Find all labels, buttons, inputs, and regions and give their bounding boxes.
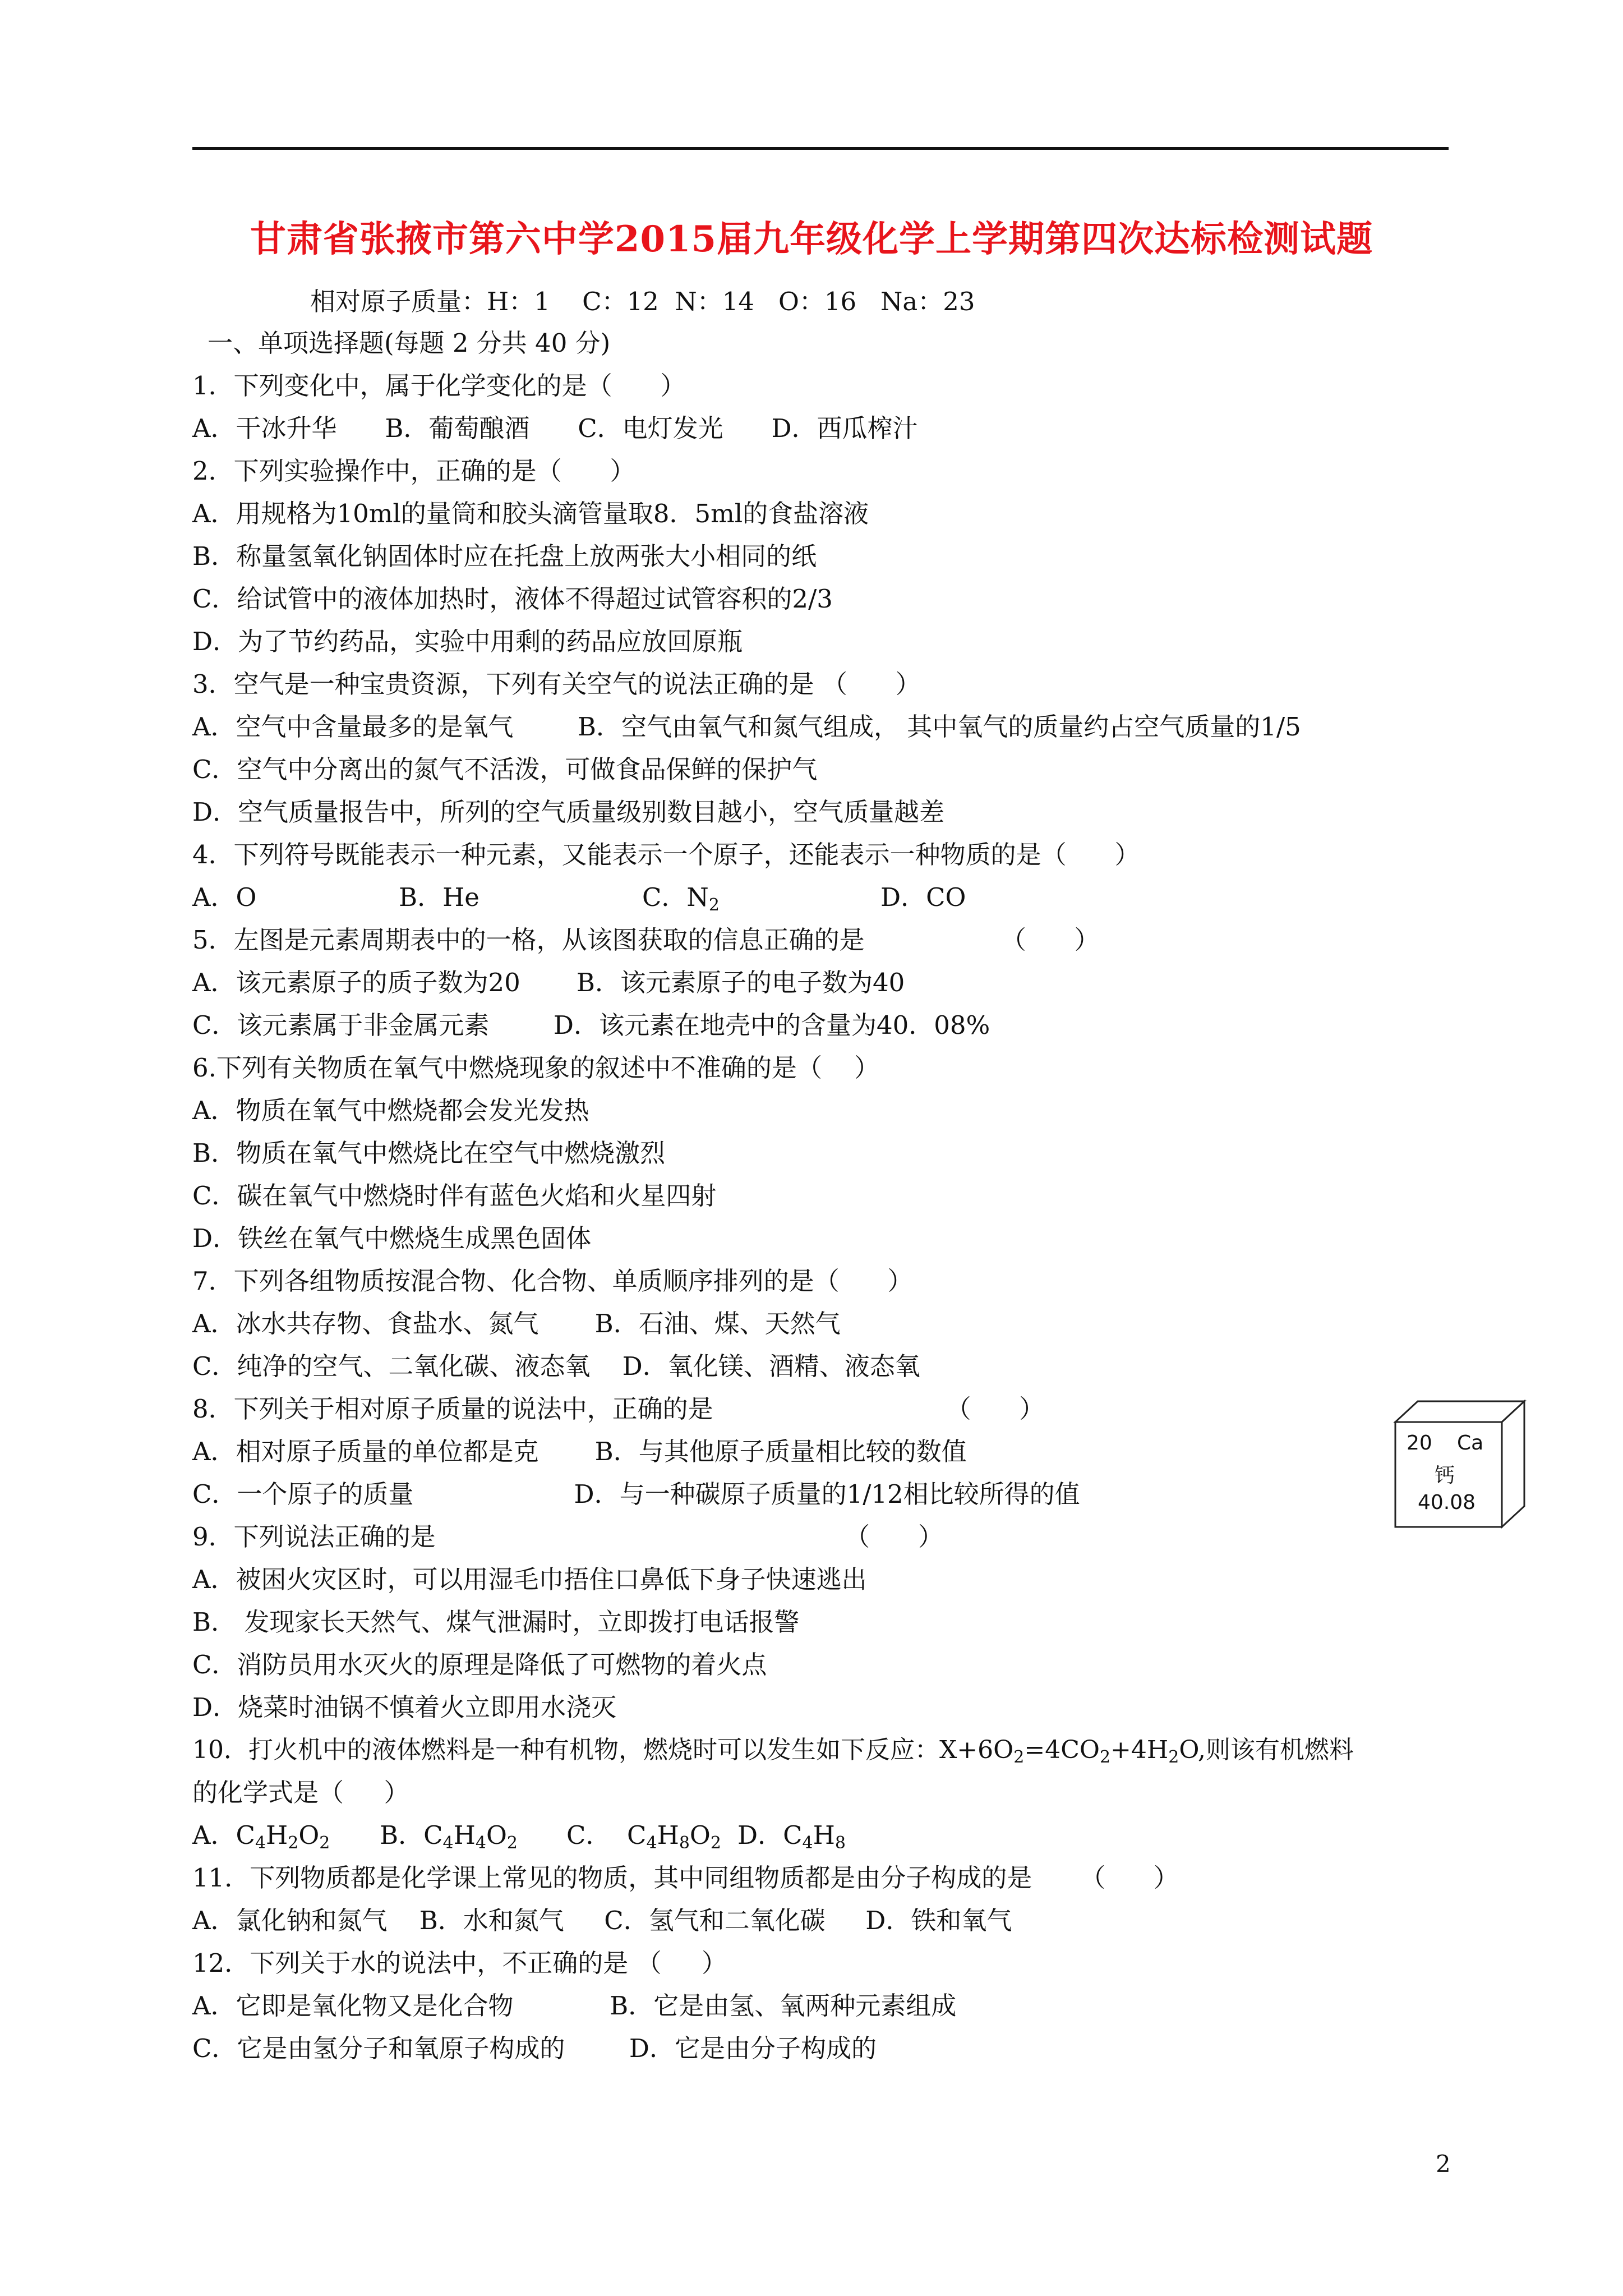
q3-stem: 3．空气是一种宝贵资源，下列有关空气的说法正确的是 （ ）	[192, 669, 921, 699]
q9-stem: 9．下列说法正确的是 （ ）	[192, 1522, 943, 1552]
q10-stem-line2: 的化学式是（ ）	[192, 1778, 409, 1807]
q9-option-b: B． 发现家长天然气、煤气泄漏时，立即拨打电话报警	[192, 1607, 800, 1637]
q10-option-b: B．$C_4H_4O_2$	[380, 1820, 518, 1853]
section-heading: 一、单项选择题(每题 2 分共 40 分)	[208, 328, 611, 358]
q11-stem: 11．下列物质都是化学课上常见的物质，其中同组物质都是由分子构成的是 （ ）	[192, 1863, 1179, 1893]
header-rule	[192, 147, 1449, 150]
q2-option-d: D．为了节约药品，实验中用剩的药品应放回原瓶	[192, 627, 743, 656]
q4-stem: 4．下列符号既能表示一种元素，又能表示一个原子，还能表示一种物质的是（ ）	[192, 840, 1140, 869]
q3-options-ab: A．空气中含量最多的是氧气 B．空气由氧气和氮气组成， 其中氧气的质量约占空气质量的1/5	[192, 712, 1301, 742]
q11-options: A．氯化钠和氮气 B．水和氮气 C．氢气和二氧化碳 D．铁和氧气	[192, 1906, 1012, 1935]
q5-stem: 5．左图是元素周期表中的一格，从该图获取的信息正确的是 （ ）	[192, 925, 1100, 955]
q7-stem: 7．下列各组物质按混合物、化合物、单质顺序排列的是（ ）	[192, 1266, 913, 1296]
q3-option-c: C．空气中分离出的氮气不活泼，可做食品保鲜的保护气	[192, 754, 818, 784]
q10-option-a: A．$C_4H_2O_2$	[192, 1820, 330, 1853]
q4-option-b: B．He	[399, 882, 479, 912]
q10-stem-line1: 10．打火机中的液体燃料是一种有机物，燃烧时可以发生如下反应：$X+6O_2=4CO_2+4H_2O$,则该有机燃料	[192, 1736, 1354, 1767]
q12-options-ab: A．它即是氧化物又是化合物 B．它是由氢、氧两种元素组成	[192, 1991, 957, 2021]
q9-option-a: A．被困火灾区时，可以用湿毛巾捂住口鼻低下身子快速逃出	[192, 1565, 867, 1594]
q7-options-ab: A．冰水共存物、食盐水、氮气 B．石油、煤、天然气	[192, 1309, 841, 1338]
q12-options-cd: C．它是由氢分子和氧原子构成的 D．它是由分子构成的	[192, 2033, 877, 2063]
q4-option-a: A．O	[192, 882, 257, 912]
q2-option-b: B．称量氢氧化钠固体时应在托盘上放两张大小相同的纸	[192, 541, 817, 571]
q4-option-c: C．$N_2$	[642, 882, 720, 915]
q2-stem: 2．下列实验操作中，正确的是（ ）	[192, 456, 635, 486]
q6-stem: 6.下列有关物质在氧气中燃烧现象的叙述中不准确的是（ ）	[192, 1053, 880, 1083]
page-number: 2	[1436, 2150, 1451, 2178]
q9-option-c: C．消防员用水灭火的原理是降低了可燃物的着火点	[192, 1650, 767, 1680]
page-title: 甘肃省张掖市第六中学2015届九年级化学上学期第四次达标检测试题	[250, 218, 1373, 260]
q6-option-a: A．物质在氧气中燃烧都会发光发热	[192, 1096, 589, 1125]
q7-options-cd: C．纯净的空气、二氧化碳、液态氧 D．氧化镁、酒精、液态氧	[192, 1351, 920, 1381]
q2-option-a: A．用规格为10ml的量筒和胶头滴管量取8．5ml的食盐溶液	[192, 499, 869, 528]
element-card-calcium	[1390, 1397, 1531, 1533]
q8-options-cd: C．一个原子的质量 D．与一种碳原子质量的1/12相比较所得的值	[192, 1479, 1080, 1509]
element-symbol: Ca	[1457, 1432, 1484, 1455]
q1-options: A．干冰升华 B．葡萄酿酒 C．电灯发光 D．西瓜榨汁	[192, 413, 918, 443]
q2-option-c: C．给试管中的液体加热时，液体不得超过试管容积的2/3	[192, 584, 833, 614]
element-mass: 40.08	[1418, 1491, 1476, 1514]
q8-options-ab: A．相对原子质量的单位都是克 B．与其他原子质量相比较的数值	[192, 1437, 967, 1466]
element-number: 20	[1407, 1432, 1432, 1455]
q5-options-ab: A．该元素原子的质子数为20 B．该元素原子的电子数为40	[192, 968, 905, 997]
q1-stem: 1．下列变化中，属于化学变化的是（ ）	[192, 371, 686, 401]
atomic-masses: 相对原子质量：H：1 C：12 N：14 O：16 Na：23	[310, 287, 975, 316]
element-name: 钙	[1435, 1464, 1455, 1487]
q8-stem: 8．下列关于相对原子质量的说法中，正确的是 （ ）	[192, 1394, 1045, 1424]
q9-option-d: D．烧菜时油锅不慎着火立即用水浇灭	[192, 1692, 617, 1722]
q10-option-c: C． $C_4H_8O_2$	[566, 1820, 721, 1853]
q6-option-b: B．物质在氧气中燃烧比在空气中燃烧激烈	[192, 1138, 666, 1168]
q4-option-d: D．CO	[880, 882, 966, 912]
q3-option-d: D．空气质量报告中，所列的空气质量级别数目越小，空气质量越差	[192, 797, 945, 827]
q10-option-d: D．$C_4H_8$	[737, 1820, 846, 1853]
q5-options-cd: C．该元素属于非金属元素 D．该元素在地壳中的含量为40．08%	[192, 1010, 990, 1040]
q6-option-d: D．铁丝在氧气中燃烧生成黑色固体	[192, 1223, 592, 1253]
q6-option-c: C．碳在氧气中燃烧时伴有蓝色火焰和火星四射	[192, 1181, 717, 1211]
q12-stem: 12．下列关于水的说法中，不正确的是 （ ）	[192, 1948, 727, 1978]
